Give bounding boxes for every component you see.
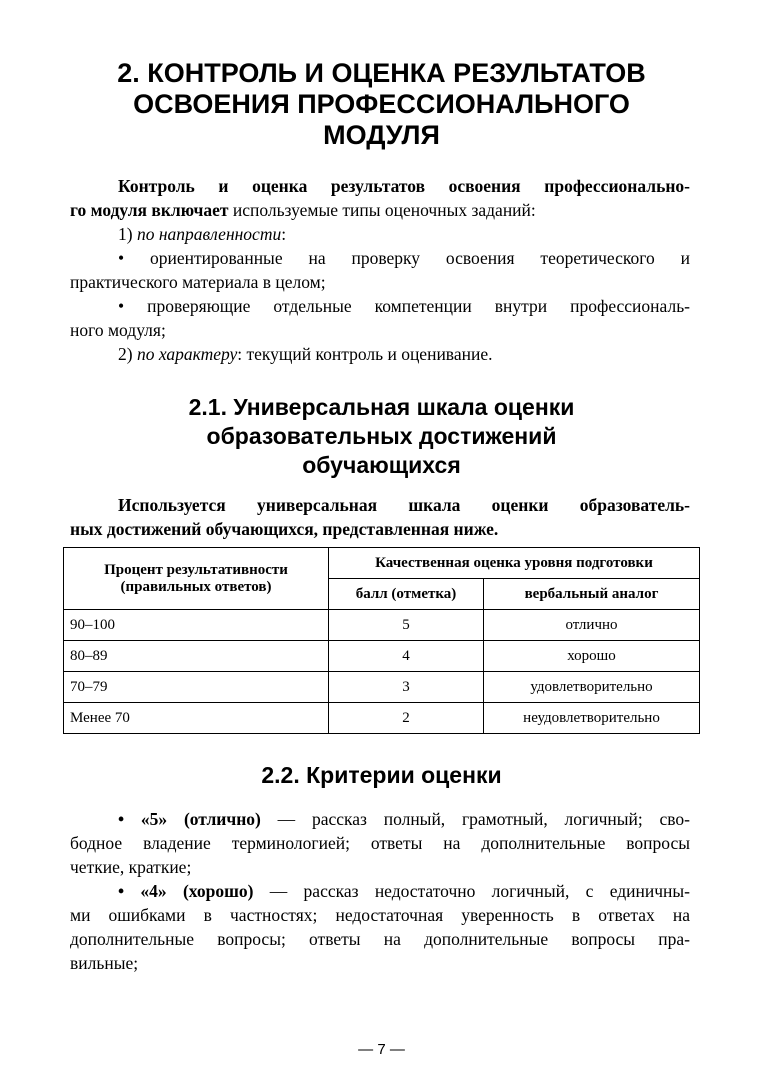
percent-cell: 70–79 (64, 672, 329, 703)
table-row (64, 641, 700, 672)
score-cell: 3 (329, 672, 484, 703)
table-row (64, 703, 700, 734)
criteria-line: вильные; (70, 953, 139, 973)
verbal-cell: неудовлетворительно (484, 703, 700, 734)
intro-paragraph (70, 174, 690, 366)
intro-lead-rest: используемые типы оценочных заданий: (228, 200, 536, 220)
bullet-line: • проверяющие отдельные компетенции внутри профессиональ- (118, 296, 690, 316)
group-header: Качественная оценка уровня подготовки (329, 548, 700, 579)
percent-cell: Менее 70 (64, 703, 329, 734)
section-heading-line: ОСВОЕНИЯ ПРОФЕССИОНАЛЬНОГО (133, 89, 630, 119)
section-heading (70, 58, 693, 151)
intro-item-1 (70, 222, 690, 246)
item-colon: : (281, 224, 287, 244)
criteria-heading: 2.2. Критерии оценки (261, 762, 502, 788)
subsection-heading-line: образовательных достижений (206, 423, 557, 449)
criteria-line: дополнительные вопросы; ответы на дополнительные вопросы пра- (70, 929, 690, 949)
grading-scale-table (63, 547, 700, 734)
item-number: 2) (118, 344, 137, 364)
subsection-heading-line: обучающихся (302, 452, 461, 478)
criteria-text: — рассказ недостаточно логичный, с единичны- (253, 881, 691, 901)
percent-cell: 90–100 (64, 610, 329, 641)
intro-lead-line (70, 198, 690, 222)
table-row (64, 672, 700, 703)
criteria-line: ми ошибками в частностях; недостаточная уверенность в ответах на (70, 905, 690, 925)
page-number: — 7 — (358, 1041, 405, 1058)
percent-cell: 80–89 (64, 641, 329, 672)
criteria-text: — рассказ полный, грамотный, логичный; сво- (260, 809, 690, 829)
intro-lead-line: Контроль и оценка результатов освоения профессионально- (118, 176, 690, 196)
criteria-line: бодное владение терминологией; ответы на дополнительные вопросы (70, 833, 690, 853)
criteria-grade-label: • «5» (отлично) (118, 809, 261, 829)
intro-lead-bold: го модуля включает (70, 200, 229, 220)
verbal-cell: хорошо (484, 641, 700, 672)
item-label: по направленности (136, 224, 282, 244)
bullet-line: • ориентированные на проверку освоения теоретического и (118, 248, 690, 268)
bullet-line: ного модуля; (70, 320, 166, 340)
section-heading-line: МОДУЛЯ (323, 120, 440, 150)
subsection-heading-line: 2.1. Универсальная шкала оценки (188, 394, 575, 420)
criteria-line (70, 807, 690, 831)
item-number: 1) (118, 224, 137, 244)
verbal-cell: отлично (484, 610, 700, 641)
verbal-column-header: вербальный аналог (484, 579, 700, 610)
section-heading-line: 2. КОНТРОЛЬ И ОЦЕНКА РЕЗУЛЬТАТОВ (117, 58, 646, 88)
subsection-heading (70, 393, 693, 480)
scale-intro-paragraph (70, 493, 690, 541)
percent-column-header: Процент результативности (правильных ответов) (64, 548, 329, 610)
scale-intro-line: ных достижений обучающихся, представленная ниже. (70, 519, 499, 539)
table-header-row (64, 548, 700, 579)
scale-intro-line: Используется универсальная шкала оценки образователь- (118, 495, 690, 515)
item-label: по характеру (136, 344, 238, 364)
score-column-header: балл (отметка) (329, 579, 484, 610)
criteria-paragraph (70, 807, 690, 975)
bullet-line: практического материала в целом; (70, 272, 326, 292)
score-cell: 5 (329, 610, 484, 641)
criteria-grade-label: • «4» (хорошо) (118, 881, 254, 901)
table-row (64, 610, 700, 641)
criteria-line: четкие, краткие; (70, 857, 192, 877)
score-cell: 4 (329, 641, 484, 672)
verbal-cell: удовлетворительно (484, 672, 700, 703)
score-cell: 2 (329, 703, 484, 734)
item-rest: : текущий контроль и оценивание. (237, 344, 493, 364)
intro-item-2 (70, 342, 690, 366)
criteria-line (70, 879, 690, 903)
